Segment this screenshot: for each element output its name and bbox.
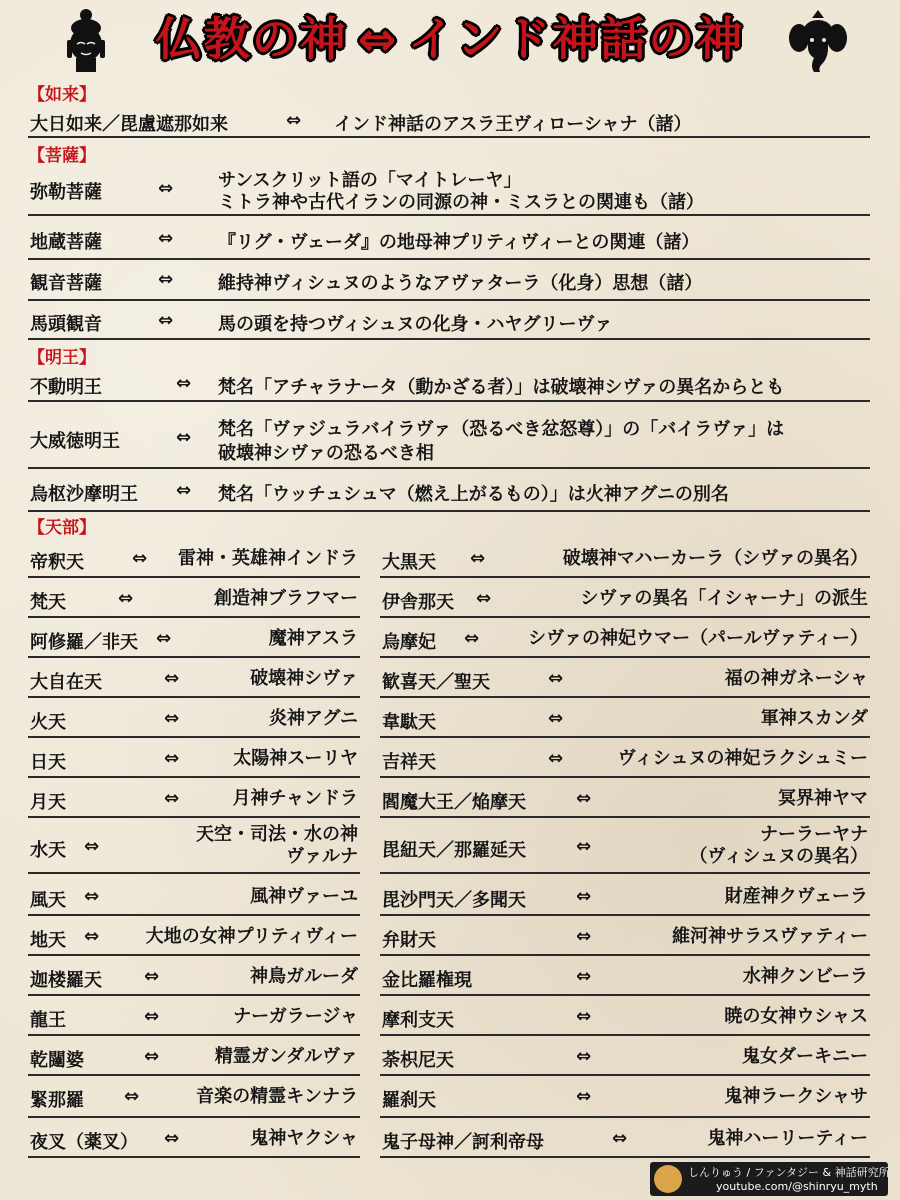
hindu-deity: 財産神クヴェーラ bbox=[724, 886, 868, 907]
buddhist-deity: 摩利支天 bbox=[382, 1010, 454, 1031]
buddhist-deity: 弥勒菩薩 bbox=[30, 182, 102, 203]
arrow-icon: ⇔ bbox=[576, 788, 592, 809]
table-row bbox=[28, 472, 870, 512]
hindu-deity: ヴィシュヌの神妃ラクシュミー bbox=[617, 748, 868, 769]
table-row bbox=[28, 164, 870, 216]
buddhist-deity: 烏枢沙摩明王 bbox=[30, 484, 138, 505]
hindu-deity-note: 破壊神シヴァの恐るべき相 bbox=[218, 443, 434, 464]
buddhist-deity: 夜叉（薬叉） bbox=[30, 1132, 138, 1153]
avatar bbox=[654, 1165, 682, 1193]
hindu-deity: 破壊神シヴァ bbox=[250, 668, 358, 689]
hindu-deity: 維持神ヴィシュヌのようなアヴァターラ（化身）思想（諸） bbox=[218, 273, 703, 294]
hindu-deity: 風神ヴァーユ bbox=[250, 886, 358, 907]
hindu-deity: 梵名「ヴァジュラバイラヴァ（恐るべき忿怒尊）」の「バイラヴァ」は bbox=[218, 419, 785, 440]
arrow-icon: ⇔ bbox=[156, 628, 172, 649]
table-row bbox=[380, 702, 870, 738]
table-row bbox=[380, 1080, 870, 1118]
table-row bbox=[28, 1080, 360, 1118]
arrow-icon: ⇔ bbox=[164, 708, 180, 729]
buddhist-deity: 梵天 bbox=[30, 592, 66, 613]
buddhist-deity: 観音菩薩 bbox=[30, 273, 102, 294]
hindu-deity: 精霊ガンダルヴァ bbox=[214, 1046, 358, 1067]
arrow-icon: ⇔ bbox=[286, 110, 302, 131]
table-row bbox=[380, 542, 870, 578]
hindu-deity: ナーガラージャ bbox=[233, 1006, 358, 1027]
arrow-icon: ⇔ bbox=[576, 1046, 592, 1067]
table-row bbox=[380, 782, 870, 818]
arrow-icon: ⇔ bbox=[158, 228, 174, 249]
hindu-deity: 雷神・英雄神インドラ bbox=[178, 548, 358, 569]
buddhist-deity: 大威徳明王 bbox=[30, 431, 120, 452]
arrow-icon: ⇔ bbox=[164, 668, 180, 689]
hindu-deity: 大地の女神プリティヴィー bbox=[145, 926, 358, 947]
arrow-icon: ⇔ bbox=[576, 886, 592, 907]
section-bosatsu: 【菩薩】 bbox=[28, 146, 96, 166]
buddhist-deity: 日天 bbox=[30, 752, 66, 773]
hindu-deity: インド神話のアスラ王ヴィローシャナ（諸） bbox=[334, 114, 692, 135]
hindu-deity: 馬の頭を持つヴィシュヌの化身・ハヤグリーヴァ bbox=[218, 314, 613, 335]
arrow-icon: ⇔ bbox=[84, 836, 100, 857]
table-row bbox=[380, 1000, 870, 1036]
page-title bbox=[118, 8, 782, 70]
arrow-icon: ⇔ bbox=[144, 1046, 160, 1067]
table-row bbox=[28, 622, 360, 658]
buddhist-deity: 大日如来／毘盧遮那如来 bbox=[30, 114, 228, 135]
title-bar bbox=[0, 0, 900, 82]
hindu-deity: 福の神ガネーシャ bbox=[724, 668, 868, 689]
buddhist-deity: 帝釈天 bbox=[30, 552, 84, 573]
arrow-icon: ⇔ bbox=[164, 788, 180, 809]
buddhist-deity: 韋駄天 bbox=[382, 712, 436, 733]
arrow-icon: ⇔ bbox=[576, 1086, 592, 1107]
hindu-deity: 太陽神スーリヤ bbox=[233, 748, 358, 769]
hindu-deity: シヴァの異名「イシャーナ」の派生 bbox=[580, 588, 868, 609]
table-row bbox=[380, 960, 870, 996]
table-row bbox=[28, 542, 360, 578]
table-row bbox=[380, 622, 870, 658]
arrow-icon: ⇔ bbox=[576, 1006, 592, 1027]
hindu-deity: 創造神ブラフマー bbox=[214, 588, 358, 609]
buddhist-deity: 地蔵菩薩 bbox=[30, 232, 102, 253]
arrow-icon: ⇔ bbox=[124, 1086, 140, 1107]
buddhist-deity: 迦楼羅天 bbox=[30, 970, 102, 991]
title-indian: インド神話の神 bbox=[408, 12, 745, 66]
table-row bbox=[28, 261, 870, 301]
arrow-icon: ⇔ bbox=[158, 310, 174, 331]
buddhist-deity: 羅刹天 bbox=[382, 1090, 436, 1111]
buddhist-deity: 乾闥婆 bbox=[30, 1050, 84, 1071]
arrow-icon: ⇔ bbox=[176, 373, 192, 394]
hindu-deity: 魔神アスラ bbox=[268, 628, 358, 649]
buddhist-deity: 火天 bbox=[30, 712, 66, 733]
table-row bbox=[28, 920, 360, 956]
arrow-icon: ⇔ bbox=[176, 427, 192, 448]
hindu-deity: 水神クンビーラ bbox=[742, 966, 868, 987]
arrow-icon: ⇔ bbox=[548, 748, 564, 769]
hindu-deity: 鬼神ハーリーティー bbox=[707, 1128, 868, 1149]
buddha-head-icon bbox=[58, 6, 114, 74]
buddhist-deity: 月天 bbox=[30, 792, 66, 813]
table-row bbox=[380, 1122, 870, 1158]
arrow-icon: ⇔ bbox=[548, 708, 564, 729]
buddhist-deity: 伊舎那天 bbox=[382, 592, 454, 613]
hindu-deity: 鬼神ラークシャサ bbox=[724, 1086, 868, 1107]
table-row bbox=[28, 368, 870, 402]
table-row bbox=[28, 1040, 360, 1076]
arrow-icon: ⇔ bbox=[470, 548, 486, 569]
hindu-deity: 音楽の精霊キンナラ bbox=[196, 1086, 358, 1107]
arrow-icon: ⇔ bbox=[464, 628, 480, 649]
arrow-icon: ⇔ bbox=[132, 548, 148, 569]
table-row bbox=[380, 742, 870, 778]
section-myoo: 【明王】 bbox=[28, 348, 96, 368]
hindu-deity: 鬼神ヤクシャ bbox=[250, 1128, 358, 1149]
hindu-deity: 破壊神マハーカーラ（シヴァの異名） bbox=[562, 548, 868, 569]
buddhist-deity: 龍王 bbox=[30, 1010, 66, 1031]
table-row bbox=[28, 405, 870, 469]
buddhist-deity: 弁財天 bbox=[382, 930, 436, 951]
table-row bbox=[28, 106, 870, 138]
table-row bbox=[28, 1122, 360, 1158]
arrow-icon: ⇔ bbox=[576, 836, 592, 857]
table-row bbox=[28, 302, 870, 340]
buddhist-deity: 毘紐天／那羅延天 bbox=[382, 840, 526, 861]
arrow-icon: ⇔ bbox=[164, 748, 180, 769]
arrow-icon: ⇔ bbox=[118, 588, 134, 609]
buddhist-deity: 馬頭観音 bbox=[30, 314, 102, 335]
buddhist-deity: 阿修羅／非天 bbox=[30, 632, 138, 653]
title-arrow: ⇔ bbox=[357, 12, 399, 66]
hindu-deity: 暁の女神ウシャス bbox=[724, 1006, 868, 1027]
hindu-deity: シヴァの神妃ウマー（パールヴァティー） bbox=[528, 628, 868, 649]
table-row bbox=[28, 220, 870, 260]
hindu-deity: 『リグ・ヴェーダ』の地母神プリティヴィーとの関連（諸） bbox=[218, 232, 700, 253]
table-row bbox=[28, 782, 360, 818]
buddhist-deity: 緊那羅 bbox=[30, 1090, 84, 1111]
arrow-icon: ⇔ bbox=[84, 926, 100, 947]
buddhist-deity: 鬼子母神／訶利帝母 bbox=[382, 1132, 544, 1153]
section-tenbu: 【天部】 bbox=[28, 518, 96, 538]
buddhist-deity: 荼枳尼天 bbox=[382, 1050, 454, 1071]
table-row bbox=[28, 1000, 360, 1036]
hindu-deity: サンスクリット語の「マイトレーヤ」 bbox=[218, 170, 522, 191]
hindu-deity: 梵名「ウッチュシュマ（燃え上がるもの）」は火神アグニの別名 bbox=[218, 484, 729, 505]
table-row bbox=[380, 822, 870, 874]
table-row bbox=[28, 960, 360, 996]
arrow-icon: ⇔ bbox=[176, 480, 192, 501]
buddhist-deity: 金比羅権現 bbox=[382, 970, 472, 991]
hindu-deity: 梵名「アチャラナータ（動かざる者）」は破壊神シヴァの異名からとも bbox=[218, 377, 785, 398]
arrow-icon: ⇔ bbox=[476, 588, 492, 609]
table-row bbox=[380, 1040, 870, 1076]
hindu-deity-line: ヴァルナ bbox=[286, 846, 358, 867]
channel-name: しんりゅう / ファンタジー & 神話研究所 bbox=[688, 1166, 890, 1179]
hindu-deity-note: ミトラ神や古代イランの同源の神・ミスラとの関連も（諸） bbox=[218, 192, 704, 213]
table-row bbox=[28, 582, 360, 618]
hindu-deity bbox=[196, 824, 358, 868]
table-row bbox=[380, 880, 870, 916]
hindu-deity: 維河神サラスヴァティー bbox=[672, 926, 868, 947]
buddhist-deity: 閻魔大王／焔摩天 bbox=[382, 792, 526, 813]
arrow-icon: ⇔ bbox=[144, 966, 160, 987]
arrow-icon: ⇔ bbox=[576, 926, 592, 947]
table-row bbox=[380, 920, 870, 956]
hindu-deity: 冥界神ヤマ bbox=[778, 788, 868, 809]
arrow-icon: ⇔ bbox=[158, 178, 174, 199]
table-row bbox=[28, 742, 360, 778]
title-buddhist: 仏教の神 bbox=[155, 12, 348, 66]
arrow-icon: ⇔ bbox=[158, 269, 174, 290]
table-row bbox=[28, 822, 360, 874]
table-row bbox=[28, 880, 360, 916]
arrow-icon: ⇔ bbox=[164, 1128, 180, 1149]
arrow-icon: ⇔ bbox=[548, 668, 564, 689]
buddhist-deity: 吉祥天 bbox=[382, 752, 436, 773]
table-row bbox=[380, 582, 870, 618]
arrow-icon: ⇔ bbox=[612, 1128, 628, 1149]
arrow-icon: ⇔ bbox=[144, 1006, 160, 1027]
channel-credit[interactable] bbox=[650, 1162, 888, 1196]
section-nyorai: 【如来】 bbox=[28, 85, 96, 105]
buddhist-deity: 水天 bbox=[30, 840, 66, 861]
table-row bbox=[28, 702, 360, 738]
hindu-deity: 月神チャンドラ bbox=[232, 788, 358, 809]
buddhist-deity: 不動明王 bbox=[30, 377, 102, 398]
table-row bbox=[28, 662, 360, 698]
arrow-icon: ⇔ bbox=[576, 966, 592, 987]
hindu-deity: 炎神アグニ bbox=[268, 708, 358, 729]
channel-url: youtube.com/@shinryu_myth bbox=[716, 1180, 878, 1193]
hindu-deity: 鬼女ダーキニー bbox=[742, 1046, 868, 1067]
hindu-deity-line: ナーラーヤナ bbox=[760, 824, 868, 845]
hindu-deity: 軍神スカンダ bbox=[760, 708, 868, 729]
buddhist-deity: 大自在天 bbox=[30, 672, 102, 693]
hindu-deity: 神鳥ガルーダ bbox=[250, 966, 358, 987]
buddhist-deity: 地天 bbox=[30, 930, 66, 951]
hindu-deity bbox=[689, 824, 868, 868]
arrow-icon: ⇔ bbox=[84, 886, 100, 907]
table-row bbox=[380, 662, 870, 698]
buddhist-deity: 毘沙門天／多聞天 bbox=[382, 890, 526, 911]
buddhist-deity: 風天 bbox=[30, 890, 66, 911]
ganesha-head-icon bbox=[788, 8, 848, 72]
hindu-deity-line: 天空・司法・水の神 bbox=[196, 824, 358, 845]
buddhist-deity: 歓喜天／聖天 bbox=[382, 672, 490, 693]
buddhist-deity: 大黒天 bbox=[382, 552, 436, 573]
buddhist-deity: 烏摩妃 bbox=[382, 632, 436, 653]
hindu-deity-line: （ヴィシュヌの異名） bbox=[689, 846, 868, 867]
